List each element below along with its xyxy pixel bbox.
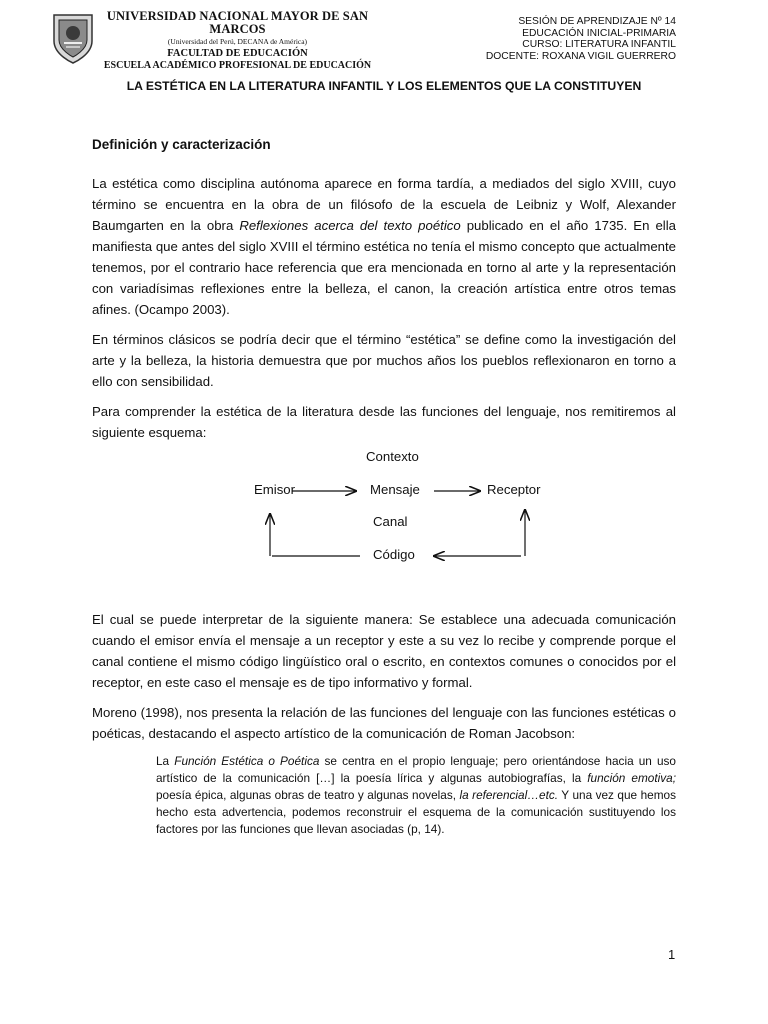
text-run: La estética como disciplina autónoma aparece en forma tardía, a mediados del siglo XVIII, cuyo término se encuentra en la obra de un filósofo de la escuela de Leibniz y Wolf, Alexander Baumgarten en la obra [92, 176, 676, 233]
paragraph-4: El cual se puede interpretar de la siguiente manera: Se establece una adecuada comunicación cuando el emisor envía el mensaje a un receptor y este a su vez lo recibe y comprende porque el canal contiene el mismo código lingüístico oral o escrito, en contextos comunes o conocidos por el receptor, en este caso el mensaje es de tipo informativo y formal. [92, 612, 676, 690]
block-quote [156, 753, 676, 838]
italic-run: función emotiva; [587, 771, 677, 785]
school-name: ESCUELA ACADÉMICO PROFESIONAL DE EDUCACIÓN [103, 60, 372, 72]
paragraph-2: En términos clásicos se podría decir que el término “estética” se define como la investigación del arte y la belleza, la historia demuestra que por muchos años los pueblos reflexionaron en torno a ello con sensibilidad. [92, 332, 676, 389]
diagram-context: Contexto [366, 449, 419, 464]
diagram-receiver: Receptor [487, 482, 541, 497]
text-run: se centra en el propio lenguaje; pero orientándose hacia un uso artístico de la comunicación […] la poesía lírica y algunas autobiografías, la [156, 754, 676, 785]
text-run: publicado en el año 1735. En ella manifiesta que antes del siglo XVIII el término estética no tenía el mismo concepto que actualmente tenemos, por el contrario hace referencia que era mencionada en torno al arte y la representación con variadísimas reflexiones entre la belleza, el canon, la creación artística entre otros temas afines. (Ocampo 2003). [92, 218, 677, 317]
university-block [100, 10, 375, 72]
document-title: LA ESTÉTICA EN LA LITERATURA INFANTIL Y LOS ELEMENTOS QUE LA CONSTITUYEN [126, 79, 642, 93]
text-run: Y una vez que hemos hecho esta advertencia, podemos reconstruir el esquema de la comunicación sustituyendo los factores por las funciones que llevan asociadas (p, 14). [156, 788, 677, 836]
university-subtitle: (Universidad del Perú, DECANA de América) [167, 37, 308, 47]
university-seal-icon [50, 11, 96, 65]
diagram-sender: Emisor [254, 482, 296, 497]
diagram-channel: Canal [373, 514, 408, 529]
book-title: Reflexiones acerca del texto poético [239, 218, 461, 233]
university-name: UNIVERSIDAD NACIONAL MAYOR DE SAN MARCOS [106, 9, 369, 37]
paragraph-3: Para comprender la estética de la literatura desde las funciones del lenguaje, nos remitiremos al siguiente esquema: [92, 404, 676, 440]
section-heading: Definición y caracterización [92, 137, 271, 152]
paragraph-5: Moreno (1998), nos presenta la relación de las funciones del lenguaje con las funciones estéticas o poéticas, destacando el aspecto artístico de la comunicación de Roman Jacobson: [92, 705, 676, 741]
session-info [486, 16, 676, 62]
italic-run: la referencial…etc. [459, 788, 559, 802]
session-line: DOCENTE: ROXANA VIGIL GUERRERO [485, 50, 676, 62]
page-number: 1 [668, 947, 676, 962]
diagram-message: Mensaje [370, 482, 420, 497]
communication-diagram [92, 449, 676, 577]
faculty-name: FACULTAD DE EDUCACIÓN [167, 48, 308, 60]
session-line: CURSO: LITERATURA INFANTIL [522, 39, 676, 50]
document-header [0, 0, 768, 70]
session-line: EDUCACIÓN INICIAL-PRIMARIA [522, 27, 676, 39]
paragraph-1 [92, 173, 676, 320]
session-line: SESIÓN DE APRENDIZAJE Nº 14 [518, 16, 676, 27]
diagram-code: Código [373, 547, 415, 562]
text-run: poesía épica, algunas obras de teatro y algunas novelas, [156, 788, 460, 802]
text-run: La [156, 754, 175, 768]
document-body [92, 134, 676, 838]
italic-run: Función Estética o Poética [174, 754, 320, 768]
